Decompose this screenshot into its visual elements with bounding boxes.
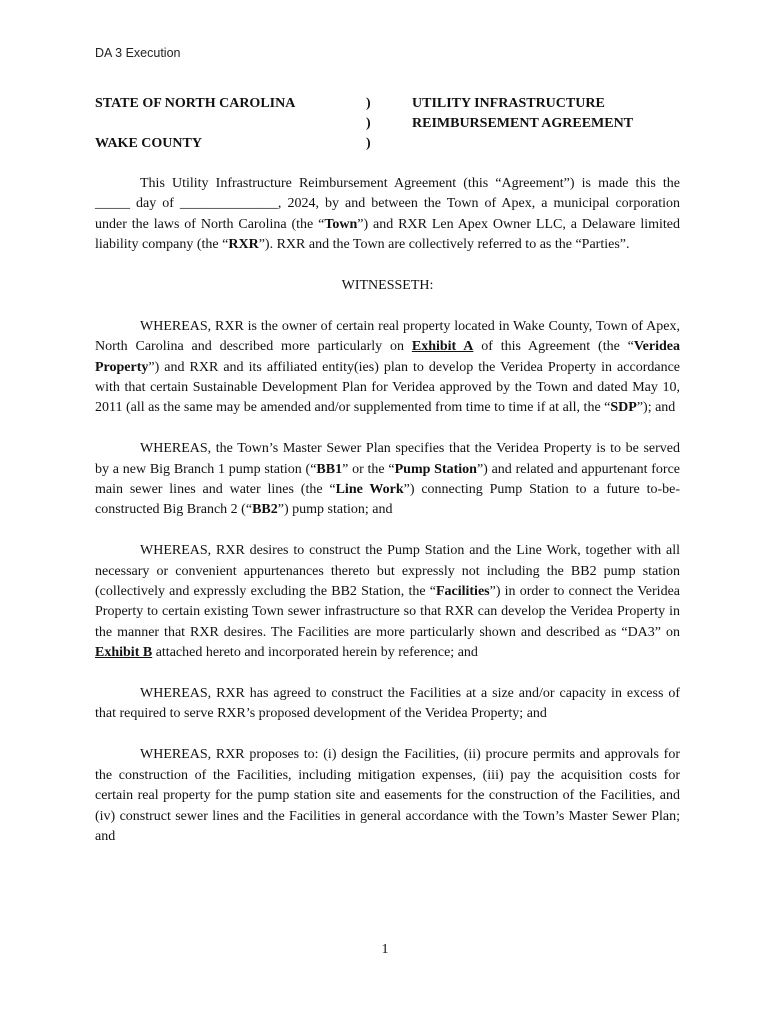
case-caption	[95, 94, 685, 156]
recital-paragraph-3: WHEREAS, RXR desires to construct the Pump Station and the Line Work, together with all necessary or convenient appurtenances thereto but expressly not including the BB2 pump station (collectively and expressly excluding the BB2 Station, the “Facilities”) in order to connect the Veridea Property to certain existing Town sewer infrastructure so that RXR can develop the Veridea Property in the manner that RXR desires. The Facilities are more particularly shown and described as “DA3” on Exhibit B attached hereto and incorporated herein by reference; and	[95, 543, 681, 661]
defined-term-bb2: BB2	[252, 502, 278, 518]
exhibit-a-reference: Exhibit A	[411, 339, 474, 355]
defined-term-pump-station: Pump Station	[394, 461, 477, 477]
document-header-note: DA 3 Execution	[95, 46, 181, 60]
caption-paren: )	[366, 96, 371, 111]
preamble-paragraph: This Utility Infrastructure Reimbursement Agreement (this “Agreement”) is made this the _____ day of ______________, 2024, by and between the Town of Apex, a municipal corporation under the laws of North Carolina (the “Town”) and RXR Len Apex Owner LLC, a Delaware limited liability company (the “RXR”). RXR and the Town are collectively referred to as the “Parties”.	[95, 176, 680, 253]
defined-term-sdp: SDP	[610, 400, 637, 416]
caption-title	[412, 94, 633, 134]
caption-paren: )	[366, 116, 371, 131]
caption-paren: )	[366, 136, 371, 151]
defined-term-bb1: BB1	[316, 461, 343, 477]
caption-title-line-1: UTILITY INFRASTRUCTURE	[412, 96, 605, 111]
recital-paragraph-4: WHEREAS, RXR has agreed to construct the Facilities at a size and/or capacity in excess of that required to serve RXR’s proposed development of the Veridea Property; and	[95, 686, 680, 722]
caption-title-line-2: REIMBURSEMENT AGREEMENT	[412, 116, 634, 131]
defined-term-facilities: Facilities	[435, 584, 490, 600]
defined-term-line-work: Line Work	[335, 482, 404, 498]
caption-county: WAKE COUNTY	[95, 136, 202, 151]
recital-paragraph-5: WHEREAS, RXR proposes to: (i) design the Facilities, (ii) procure permits and approvals for the construction of the Facilities, including mitigation expenses, (iii) pay the acquisition costs for certain real property for the pump station site and easements for the construction of the Facilities, and (iv) construct sewer lines and the Facilities in general accordance with the Town’s Master Sewer Plan; and	[95, 747, 680, 844]
caption-parentheses	[366, 94, 371, 154]
caption-jurisdiction	[95, 94, 295, 154]
defined-term-veridea-property: Veridea Property	[95, 339, 681, 375]
page-number: 1	[381, 942, 389, 957]
recital-paragraph-2: WHEREAS, the Town’s Master Sewer Plan specifies that the Veridea Property is to be served by a new Big Branch 1 pump station (“BB1” or the “Pump Station”) and related and appurtenant force main sewer lines and water lines (the “Line Work”) connecting Pump Station to a future to-be-constructed Big Branch 2 (“BB2”) pump station; and	[95, 441, 681, 518]
agreement-body	[95, 174, 680, 868]
defined-term-rxr: RXR	[228, 237, 259, 253]
witnesseth-heading: WITNESSETH:	[341, 278, 434, 294]
recital-paragraph-1: WHEREAS, RXR is the owner of certain real property located in Wake County, Town of Apex, North Carolina and described more particularly on Exhibit A of this Agreement (the “Veridea Property”) and RXR and its affiliated entity(ies) plan to develop the Veridea Property in accordance with that certain Sustainable Development Plan for Veridea approved by the Town and dated May 10, 2011 (all as the same may be amended and/or supplemented from time to time if at all, the “SDP”); and	[95, 318, 681, 416]
caption-state: STATE OF NORTH CAROLINA	[95, 96, 296, 111]
defined-term-town: Town	[324, 216, 358, 232]
exhibit-b-reference: Exhibit B	[95, 645, 153, 661]
